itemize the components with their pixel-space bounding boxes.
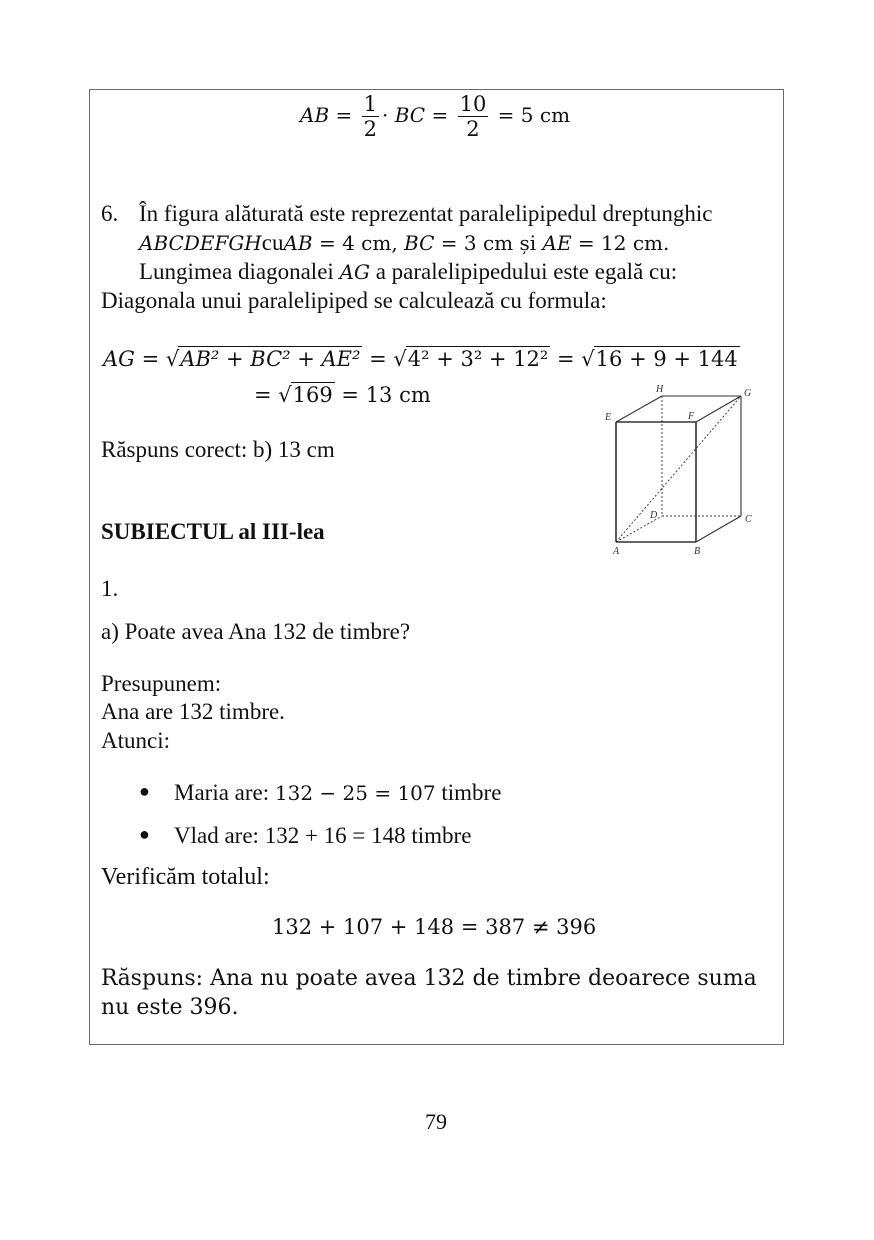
label-e: E [605,412,612,423]
assumption-line3: Atunci: [101,728,170,753]
label-g: G [744,388,752,399]
conclusion-line2: nu este 396. [101,995,239,1020]
expression: 132 + 16 = 148 [264,823,406,848]
unit: timbre [405,823,472,848]
numerator: 10 [459,92,487,116]
label-h: H [656,384,664,395]
equals-sqrt: = √ [550,347,595,371]
value-bc: = 3 cm și [434,231,543,255]
label-d: D [650,510,658,521]
correct-answer: Răspuns corect: b) 13 cm [101,437,335,462]
page-number: 79 [425,1109,447,1134]
conclusion-line1: Răspuns: Ana nu poate avea 132 de timbre deoarece suma [101,966,757,991]
question-a: a) Poate avea Ana 132 de timbre? [101,619,411,644]
total-formula: 132 + 107 + 148 = 387 ≠ 396 [272,915,597,939]
solid-name: ABCDEFGH [139,231,262,255]
dot-operator: · [382,103,389,127]
radicand: 169 [292,383,333,407]
formula-bc: BC [394,103,426,127]
numerator: 1 [363,92,377,116]
problem-statement-line3 [139,258,677,286]
expression: 132 − 25 = 107 [274,781,436,805]
var-ag: AG [339,260,370,284]
text: Maria are: [174,780,275,805]
fraction-ten-halves [458,92,489,141]
problem-number: 6. [101,201,119,226]
formula-intro: Diagonala unui paralelipiped se calculează cu formula: [101,288,607,313]
value-ae: = 12 cm. [571,231,670,255]
assumption-line1: Presupunem: [101,671,222,696]
value-ab: = 4 cm, [312,231,405,255]
item-number: 1. [101,576,119,601]
problem-statement-line2 [139,229,669,257]
bullet-item-maria [174,779,501,807]
check-total-label: Verificăm totalul: [101,864,270,890]
problem-statement-line1: În figura alăturată este reprezentat paralelipipedul dreptunghic [139,201,713,226]
equals-sqrt: = √ [254,383,292,407]
word-cu: cu [261,230,284,255]
diagonal-result [254,382,431,407]
edge-fg [696,396,741,422]
fraction-one-half [362,92,379,141]
var-ab: AB [283,231,313,255]
diagonal-formula [103,346,740,371]
var-ag: AG [103,347,135,371]
equals-sign: = [335,103,353,127]
formula-ab: AB [300,103,330,127]
bullet-icon: ● [139,781,150,801]
radicand: 4² + 3² + 12² [407,347,549,371]
diagonal-ag [616,396,741,542]
unit: timbre [435,780,502,805]
label-b: B [694,546,701,557]
equals-sign: = [431,103,449,127]
edge-eh [616,396,662,422]
equals-sqrt: = √ [362,347,407,371]
text: Vlad are: [174,823,265,848]
assumption-line2: Ana are 132 timbre. [101,699,285,724]
top-formula [300,92,570,141]
var-bc: BC [404,231,435,255]
denominator: 2 [466,117,480,141]
bullet-icon: ● [139,824,150,844]
cuboid-figure [600,382,760,558]
bullet-item-vlad [174,822,471,850]
text: Lungimea diagonalei [139,259,340,284]
label-f: F [688,411,695,422]
result: = 13 cm [334,383,431,407]
radicand: 16 + 9 + 144 [595,347,738,371]
label-c: C [745,514,752,525]
denominator: 2 [363,117,377,141]
text: a paralelipipedului este egală cu: [369,259,678,284]
label-a: A [613,546,620,557]
radicand: AB² + BC² + AE² [180,347,361,371]
formula-result: = 5 cm [497,103,571,127]
section-title: SUBIECTUL al III-lea [101,519,325,544]
edge-bc [696,516,741,542]
var-ae: AE [542,231,572,255]
equals-sqrt: = √ [134,347,180,371]
